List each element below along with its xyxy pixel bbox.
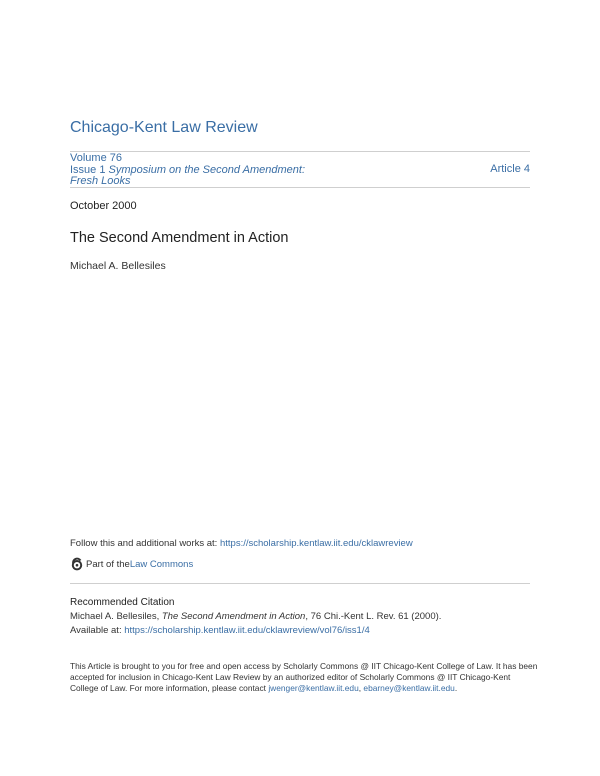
email-separator: ,	[358, 683, 364, 693]
follow-url-link[interactable]: https://scholarship.kentlaw.iit.edu/cklawreview	[219, 538, 413, 549]
access-note-end: .	[454, 683, 458, 693]
symposium-title-line1: Symposium on the Second Amendment:	[108, 163, 306, 176]
issue-info	[70, 153, 370, 188]
email-link-2[interactable]: ebarney@kentlaw.iit.edu	[363, 683, 455, 693]
access-note-text: This Article is brought to you for free and open access by Scholarly Commons @ IIT Chicago-Kent College of Law. It has been accepted for inclusion in Chicago-Kent Law Review by an authorized editor of Scholarly Commons @ IIT Chicago-Kent College of Law. For more information, please contact	[70, 661, 538, 693]
journal-title-link[interactable]: Chicago-Kent Law Review	[70, 119, 258, 136]
article-url-link[interactable]: https://scholarship.kentlaw.iit.edu/cklawreview/vol76/iss1/4	[124, 625, 370, 636]
citation-rest: , 76 Chi.-Kent L. Rev. 61 (2000).	[305, 611, 442, 622]
follow-prefix: Follow this and additional works at:	[70, 538, 220, 549]
citation-author: Michael A. Bellesiles,	[70, 611, 162, 622]
citation-divider	[70, 583, 530, 584]
follow-line	[70, 538, 413, 549]
journal-title[interactable]	[70, 119, 258, 137]
available-at-line	[70, 625, 370, 636]
issue-divider	[70, 187, 530, 188]
access-note	[70, 661, 540, 694]
recommended-citation-heading: Recommended Citation	[70, 597, 175, 608]
citation-title: The Second Amendment in Action	[161, 611, 306, 622]
email-link-1[interactable]: jwenger@kentlaw.iit.edu	[268, 683, 359, 693]
issue-link-cont[interactable]	[70, 175, 131, 187]
article-number-link[interactable]: Article 4	[490, 163, 530, 175]
top-divider	[70, 151, 530, 152]
volume-link[interactable]: Volume 76	[70, 152, 122, 164]
part-of-prefix: Part of the	[86, 558, 130, 570]
publication-date: October 2000	[70, 200, 137, 212]
issue-label: Issue 1	[70, 163, 106, 176]
law-commons-link[interactable]: Law Commons	[129, 558, 194, 570]
issue-block	[70, 153, 530, 188]
article-title: The Second Amendment in Action	[70, 230, 289, 246]
available-prefix: Available at:	[70, 625, 125, 636]
open-access-icon	[70, 557, 84, 571]
issue-link[interactable]	[70, 164, 305, 176]
author-name: Michael A. Bellesiles	[70, 260, 166, 272]
symposium-title-line2: Fresh Looks	[70, 175, 131, 187]
part-of-line	[70, 557, 193, 571]
citation-text	[70, 611, 441, 622]
